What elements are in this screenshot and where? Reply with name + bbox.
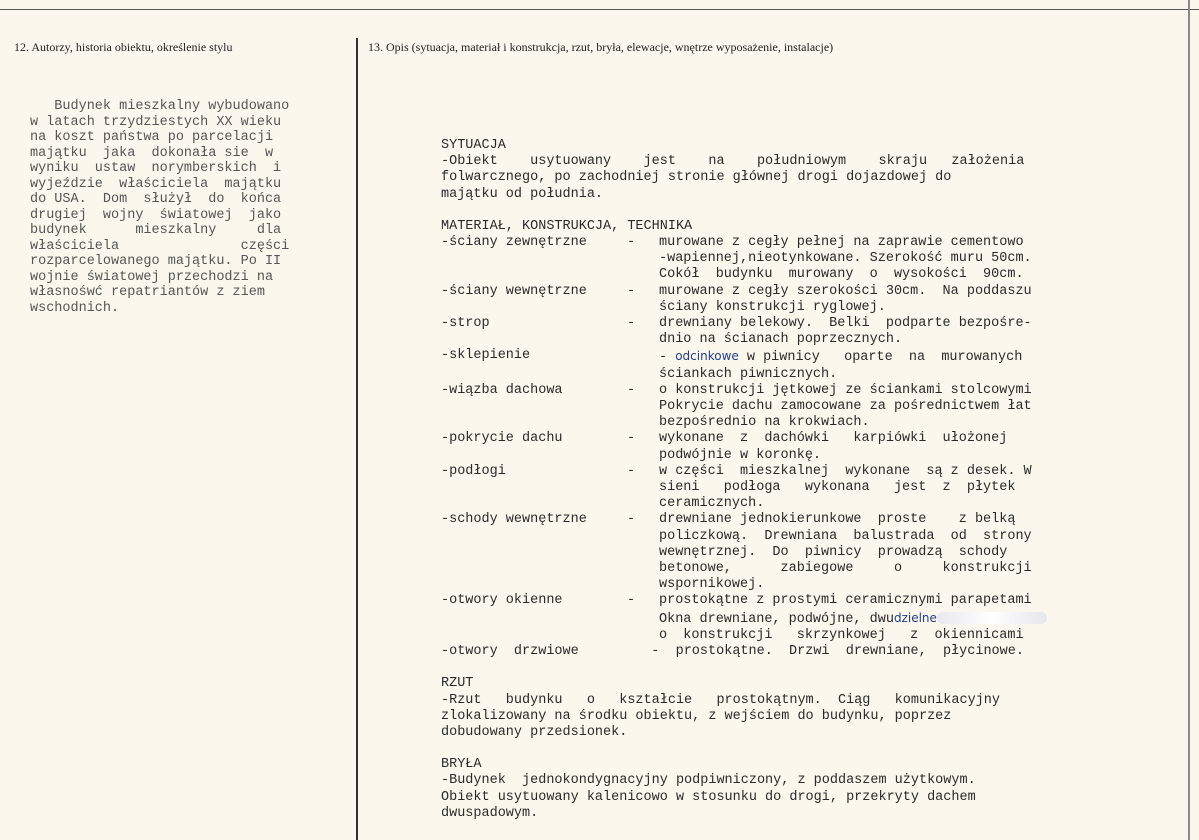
right-border-line bbox=[1188, 0, 1190, 840]
top-border-line bbox=[0, 9, 1199, 10]
section-title: SYTUACJA bbox=[441, 138, 506, 153]
row-label: -wiązba dachowa bbox=[441, 382, 563, 398]
material-row bbox=[441, 316, 1121, 348]
section-text: -Rzut budynku o kształcie prostokątnym. Ciąg komunikacyjny zlokalizowany na środku obiektu, z wejściem do budynku, poprzez dobudowany przedsionek. bbox=[441, 692, 1000, 740]
material-row bbox=[441, 235, 1121, 284]
section-title: BRYŁA bbox=[441, 757, 482, 773]
section-sytuacja bbox=[441, 138, 1121, 203]
row-dash: - bbox=[627, 463, 636, 479]
section-text: -Obiekt usytuowany jest na południowym skraju założenia folwarcznego, po zachodniej stronie głównej drogi dojazdowej do majątku od południa. bbox=[441, 154, 1025, 202]
row-label: -sklepienie bbox=[441, 348, 531, 364]
material-row-sklepienie bbox=[441, 348, 1121, 382]
column-divider bbox=[356, 38, 358, 840]
row-value-line: prostokątne z prostymi ceramicznymi parapetami bbox=[659, 593, 1032, 609]
row-label: -strop bbox=[441, 316, 490, 332]
row-value: o konstrukcji jętkowej ze ściankami stolcowymi Pokrycie dachu zamocowane za pośrednictwem łat bezpośrednio na krokwiach. bbox=[659, 382, 1032, 431]
left-column-header: 12. Autorzy, historia obiektu, określenie stylu bbox=[14, 40, 233, 54]
row-value: wykonane z dachówki karpiówki ułożonej podwójnie w koronkę. bbox=[659, 431, 1008, 463]
row-value-line: w piwnicy oparte na murowanych bbox=[738, 350, 1023, 366]
row-value-line: o konstrukcji skrzynkowej z okiennicami bbox=[659, 627, 1024, 643]
right-column-header: 13. Opis (sytuacja, materiał i konstrukcja, rzut, bryła, elewacje, wnętrze wyposażenie, instalacje) bbox=[368, 40, 834, 54]
row-dash: - bbox=[627, 512, 636, 528]
section-text: -Budynek jednokondygnacyjny podpiwniczony, z poddaszem użytkowym. Obiekt usytuowany kalenicowo w stosunku do drogi, przekryty dachem dwuspadowym. bbox=[441, 773, 976, 821]
material-row-drzwiowe bbox=[441, 644, 1121, 660]
row-value bbox=[659, 348, 1121, 382]
row-dash: - bbox=[627, 235, 636, 251]
row-dash: - bbox=[627, 382, 636, 398]
row-dash: - bbox=[659, 350, 668, 366]
material-row bbox=[441, 383, 1121, 432]
row-value bbox=[659, 593, 1121, 644]
row-value-line: Okna drewniane, podwójne, dwu bbox=[659, 611, 894, 627]
section-title: MATERIAŁ, KONSTRUKCJA, TECHNIKA bbox=[441, 218, 693, 234]
material-row bbox=[441, 464, 1121, 513]
handwritten-annotation: dzielne bbox=[893, 610, 937, 625]
history-text: Budynek mieszkalny wybudowano w latach trzydziestych XX wieku na koszt państwa po parcelacji majątku jaka dokonała sie w wyniku ustaw norymberskich i wyjeździe właściciela majątku do USA. Dom służył do końca drugiej wojny światowej jako budynek mieszkalny dla właściciela części rozparcelowanego majątku. Po II wojnie światowej przechodzi na własnośwć repatriantów z ziem wschodnich. bbox=[30, 99, 290, 316]
material-row bbox=[441, 284, 1121, 316]
section-title: RZUT bbox=[441, 676, 474, 692]
row-value: drewniane jednokierunkowe proste z belką policzkową. Drewniana balustrada od strony wewnętrznej. Do piwnicy prowadzą schody betonowe, zabiegowe o konstrukcji wspornikowej. bbox=[659, 512, 1032, 593]
row-label: -otwory okienne bbox=[441, 593, 563, 609]
row-label: -otwory drzwiowe bbox=[441, 644, 579, 660]
material-row bbox=[441, 512, 1121, 593]
row-label: -schody wewnętrzne bbox=[441, 512, 587, 528]
description-column bbox=[441, 138, 1121, 822]
row-value: drewniany belekowy. Belki podparte bezpośre- dnio na ścianach poprzecznych. bbox=[659, 316, 1032, 348]
row-value: w części mieszkalnej wykonane są z desek. W sieni podłoga wykonana jest z płytek ceramicznych. bbox=[659, 463, 1032, 512]
row-dash: - bbox=[627, 316, 636, 332]
row-dash: - bbox=[627, 593, 636, 609]
row-dash: - bbox=[627, 283, 636, 299]
row-value: murowane z cegły szerokości 30cm. Na poddaszu ściany konstrukcji ryglowej. bbox=[659, 283, 1032, 315]
row-value: murowane z cegły pełnej na zaprawie cementowo -wapiennej,nieotynkowane. Szerokość muru 50cm. Cokół budynku murowany o wysokości 90cm. bbox=[659, 235, 1032, 283]
handwritten-annotation: odcinkowe bbox=[675, 349, 739, 364]
row-label: -ściany wewnętrzne bbox=[441, 283, 587, 299]
section-rzut bbox=[441, 676, 1121, 741]
row-label: -ściany zewnętrzne bbox=[441, 235, 587, 251]
row-dash: - bbox=[627, 431, 636, 447]
row-value-line: ściankach piwnicznych. bbox=[659, 366, 838, 382]
material-row-okienne bbox=[441, 593, 1121, 644]
correction-blur bbox=[937, 612, 1047, 624]
section-bryla bbox=[441, 757, 1121, 822]
section-material bbox=[441, 219, 1121, 660]
row-value: - prostokątne. Drzwi drewniane, płycinowe. bbox=[627, 644, 1024, 660]
row-label: -podłogi bbox=[441, 463, 506, 479]
material-row bbox=[441, 431, 1121, 463]
row-label: -pokrycie dachu bbox=[441, 431, 563, 447]
